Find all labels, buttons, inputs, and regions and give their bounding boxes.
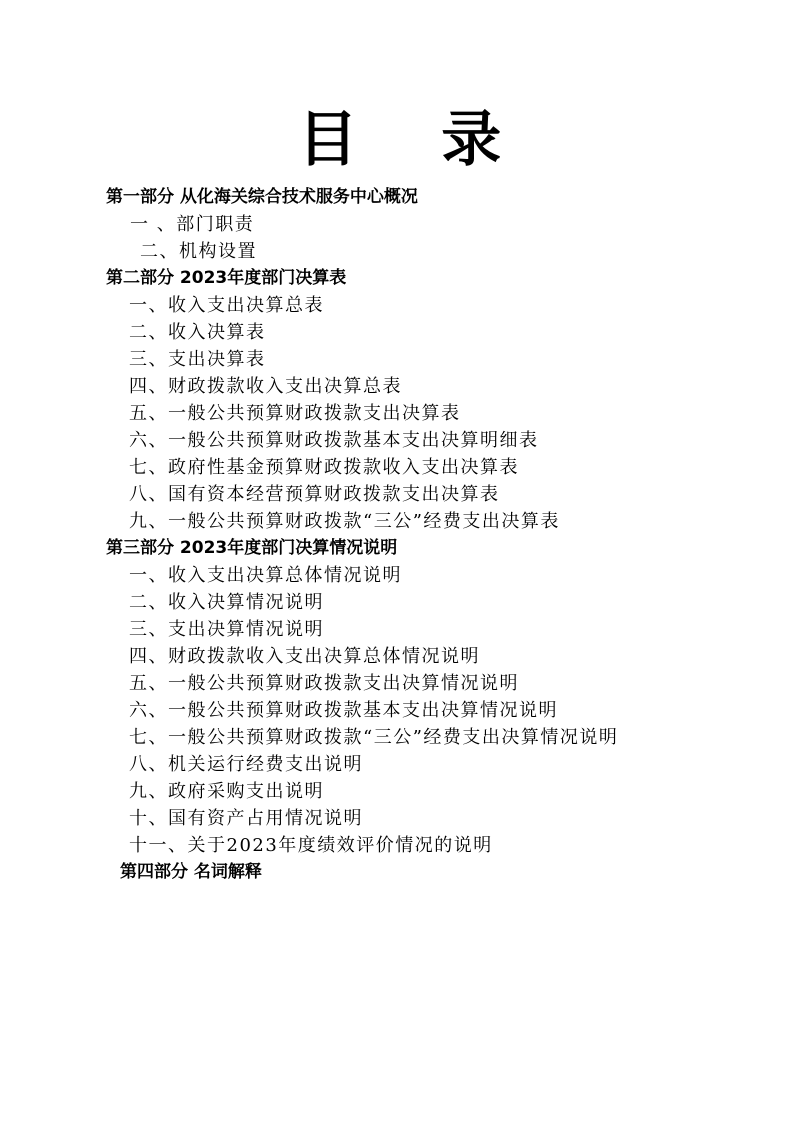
page-title: 目 录	[297, 105, 502, 175]
toc-item: 五、一般公共预算财政拨款支出决算表	[129, 403, 461, 424]
toc-item: 六、一般公共预算财政拨款基本支出决算明细表	[129, 430, 539, 451]
toc-item: 二、机构设置	[140, 241, 257, 262]
toc-item: 七、政府性基金预算财政拨款收入支出决算表	[129, 457, 519, 478]
toc-item: 二、收入决算情况说明	[129, 592, 324, 613]
toc-item: 十一、关于2023年度绩效评价情况的说明	[129, 835, 493, 856]
toc-item: 十、国有资产占用情况说明	[129, 808, 363, 829]
toc-item: 三、支出决算表	[129, 349, 266, 370]
toc-item: 九、政府采购支出说明	[129, 781, 324, 802]
toc-item: 四、财政拨款收入支出决算总表	[129, 376, 402, 397]
toc-part-heading-3: 第三部分 2023年度部门决算情况说明	[106, 538, 398, 558]
toc-item: 一、收入支出决算总表	[129, 295, 324, 316]
toc-part-heading-2: 第二部分 2023年度部门决算表	[106, 268, 347, 288]
toc-item: 六、一般公共预算财政拨款基本支出决算情况说明	[129, 700, 558, 721]
toc-item: 五、一般公共预算财政拨款支出决算情况说明	[129, 673, 519, 694]
toc-item: 八、机关运行经费支出说明	[129, 754, 363, 775]
toc-part-heading-1: 第一部分 从化海关综合技术服务中心概况	[106, 187, 418, 207]
toc-part-heading-4: 第四部分 名词解释	[120, 862, 262, 882]
toc-item: 七、一般公共预算财政拨款“三公”经费支出决算情况说明	[129, 727, 619, 748]
toc-item: 四、财政拨款收入支出决算总体情况说明	[129, 646, 480, 667]
toc-item: 二、收入决算表	[129, 322, 266, 343]
table-of-contents	[0, 184, 799, 886]
toc-item: 九、一般公共预算财政拨款“三公”经费支出决算表	[129, 511, 560, 532]
toc-item: 八、国有资本经营预算财政拨款支出决算表	[129, 484, 500, 505]
toc-item: 三、支出决算情况说明	[129, 619, 324, 640]
toc-item: 一 、部门职责	[130, 214, 255, 235]
toc-item: 一、收入支出决算总体情况说明	[129, 565, 402, 586]
